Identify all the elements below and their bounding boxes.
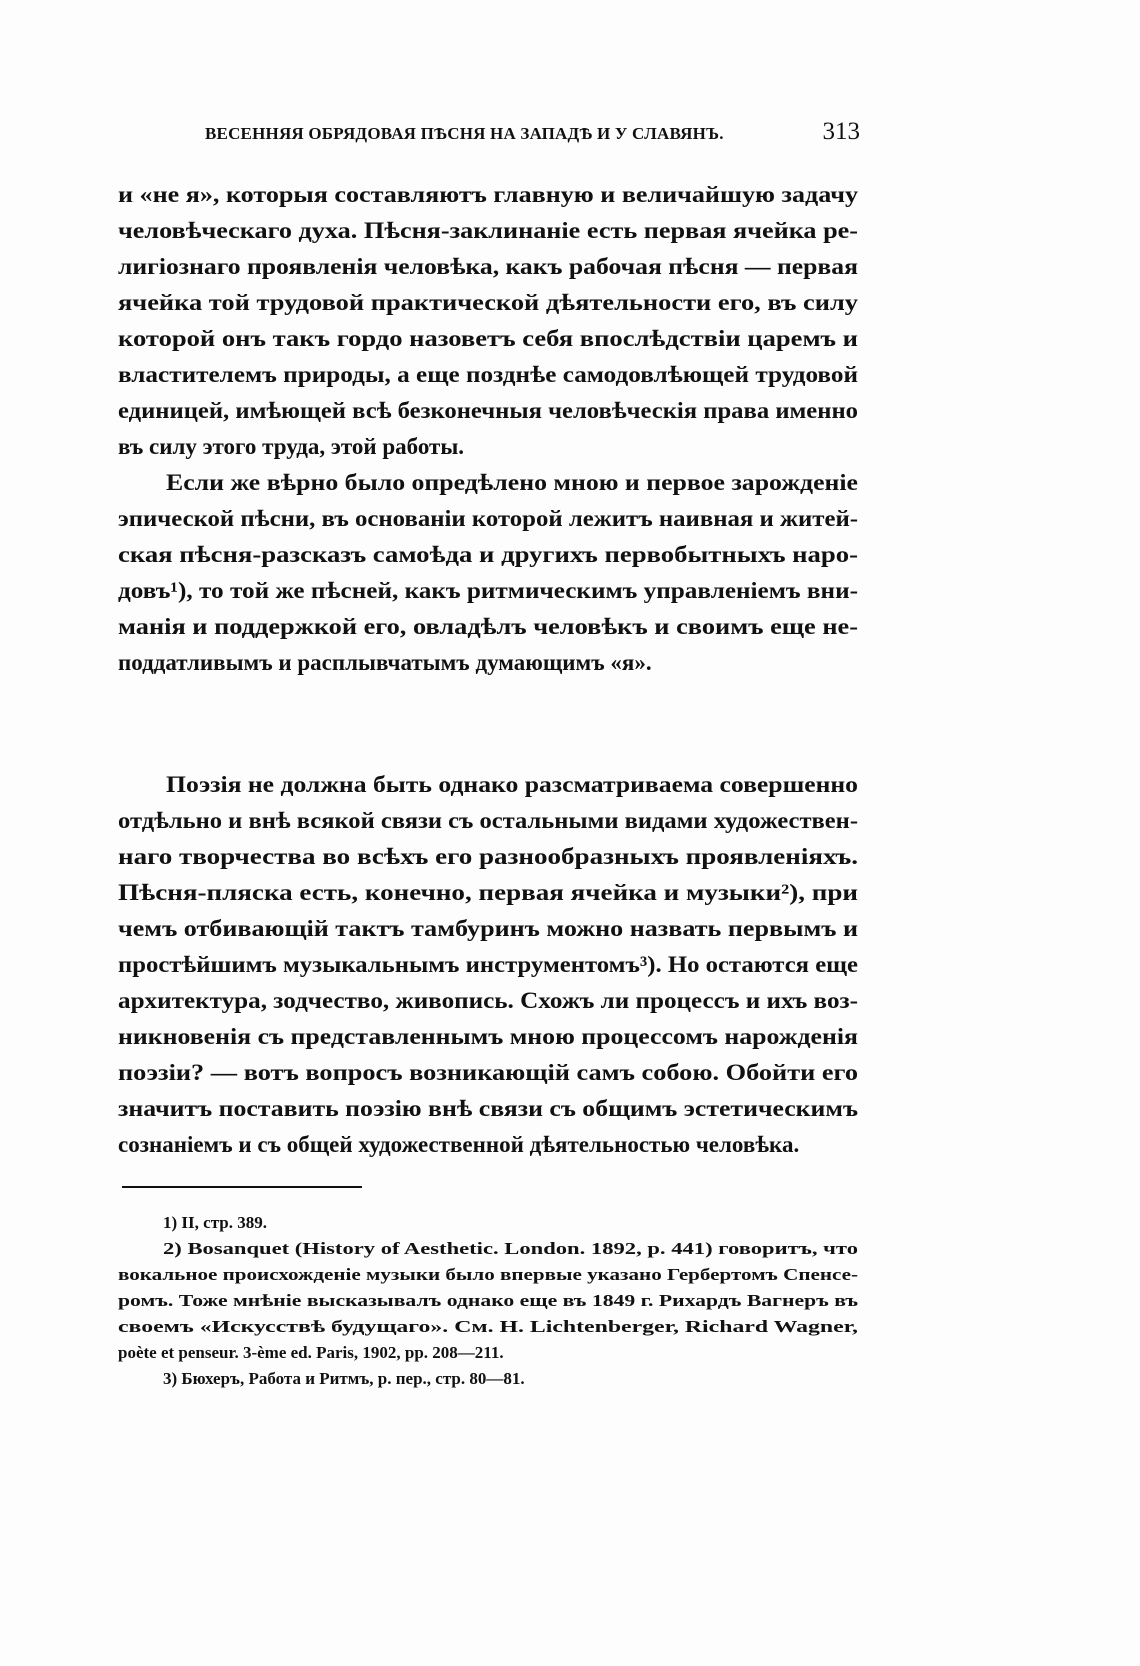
text-line: довъ¹), то той же пѣсней, какъ ритмическимъ управленіемъ вни- bbox=[118, 578, 858, 603]
text-line: наго творчества во всѣхъ его разнообразныхъ проявленіяхъ. bbox=[118, 844, 858, 869]
text-line: властителемъ природы, а еще позднѣе самодовлѣющей трудовой bbox=[118, 362, 858, 387]
text-line: ская пѣсня-разсказъ самоѣда и другихъ первобытныхъ наро- bbox=[118, 542, 858, 567]
text-line: Пѣсня-пляска есть, конечно, первая ячейка и музыки²), при bbox=[118, 880, 858, 905]
page-number: 313 bbox=[822, 118, 860, 145]
text-line: манія и поддержкой его, овладѣлъ человѣкъ и своимъ еще не- bbox=[118, 614, 858, 639]
running-title: ВЕСЕННЯЯ ОБРЯДОВАЯ ПѢСНЯ НА ЗАПАДѢ И У СЛАВЯНЪ. bbox=[205, 124, 724, 143]
paragraph-3 bbox=[118, 767, 858, 1163]
text-line: простѣйшимъ музыкальнымъ инструментомъ³). Но остаются еще bbox=[118, 952, 858, 977]
text-line: которой онъ такъ гордо назоветъ себя впослѣдствіи царемъ и bbox=[118, 326, 859, 351]
footnote-line: 2) Bosanquet (History of Aesthetic. London. 1892, p. 441) говоритъ, что bbox=[163, 1239, 858, 1258]
footnotes bbox=[118, 1210, 858, 1392]
footnote-line: ромъ. Тоже мнѣніе высказывалъ однако еще въ 1849 г. Рихардъ Вагнеръ въ bbox=[118, 1291, 859, 1310]
text-line: единицей, имѣющей всѣ безконечныя человѣческія права именно bbox=[118, 398, 858, 423]
text-line: Если же вѣрно было опредѣлено мною и первое зарожденіе bbox=[166, 470, 858, 495]
text-line: эпической пѣсни, въ основаніи которой лежитъ наивная и житей- bbox=[118, 506, 859, 531]
text-line: человѣческаго духа. Пѣсня-заклинаніе есть первая ячейка ре- bbox=[118, 218, 858, 243]
footnote-divider bbox=[122, 1186, 362, 1188]
text-line: сознаніемъ и съ общей художественной дѣятельностью человѣка. bbox=[118, 1132, 800, 1157]
text-line: чемъ отбивающій тактъ тамбуринъ можно назвать первымъ и bbox=[118, 916, 858, 941]
text-line: никновенія съ представленнымъ мною процессомъ нарожденія bbox=[118, 1024, 858, 1049]
text-line: Поэзія не должна быть однако разсматриваема совершенно bbox=[166, 772, 858, 797]
footnote-line: 1) II, стр. 389. bbox=[163, 1213, 267, 1232]
paragraph-2 bbox=[118, 465, 858, 681]
page-header bbox=[205, 118, 860, 152]
text-line: архитектура, зодчество, живопись. Схожъ ли процессъ и ихъ воз- bbox=[118, 988, 859, 1013]
paragraph-1 bbox=[118, 177, 858, 465]
text-line: въ силу этого труда, этой работы. bbox=[118, 434, 465, 459]
text-line: ячейка той трудовой практической дѣятельности его, въ силу bbox=[118, 290, 858, 315]
text-line: поддатливымъ и расплывчатымъ думающимъ «я». bbox=[118, 650, 652, 675]
text-line: и «не я», которыя составляютъ главную и величайшую задачу bbox=[118, 182, 858, 207]
text-line: лигіознаго проявленія человѣка, какъ рабочая пѣсня — первая bbox=[118, 254, 859, 279]
text-line: значитъ поставить поэзію внѣ связи съ общимъ эстетическимъ bbox=[118, 1096, 858, 1121]
footnote-line: вокальное происхожденіе музыки было впервые указано Гербертомъ Спенсе- bbox=[118, 1265, 858, 1284]
text-line: поэзіи? — вотъ вопросъ возникающій самъ собою. Обойти его bbox=[118, 1060, 858, 1085]
text-line: отдѣльно и внѣ всякой связи съ остальными видами художествен- bbox=[118, 808, 858, 833]
footnote-line: своемъ «Искусствѣ будущаго». См. H. Lichtenberger, Richard Wagner, bbox=[118, 1317, 858, 1336]
footnote-line: poète et penseur. 3-ème ed. Paris, 1902, pp. 208—211. bbox=[118, 1343, 504, 1362]
footnote-line: 3) Бюхеръ, Работа и Ритмъ, р. пер., стр. 80—81. bbox=[163, 1369, 525, 1388]
